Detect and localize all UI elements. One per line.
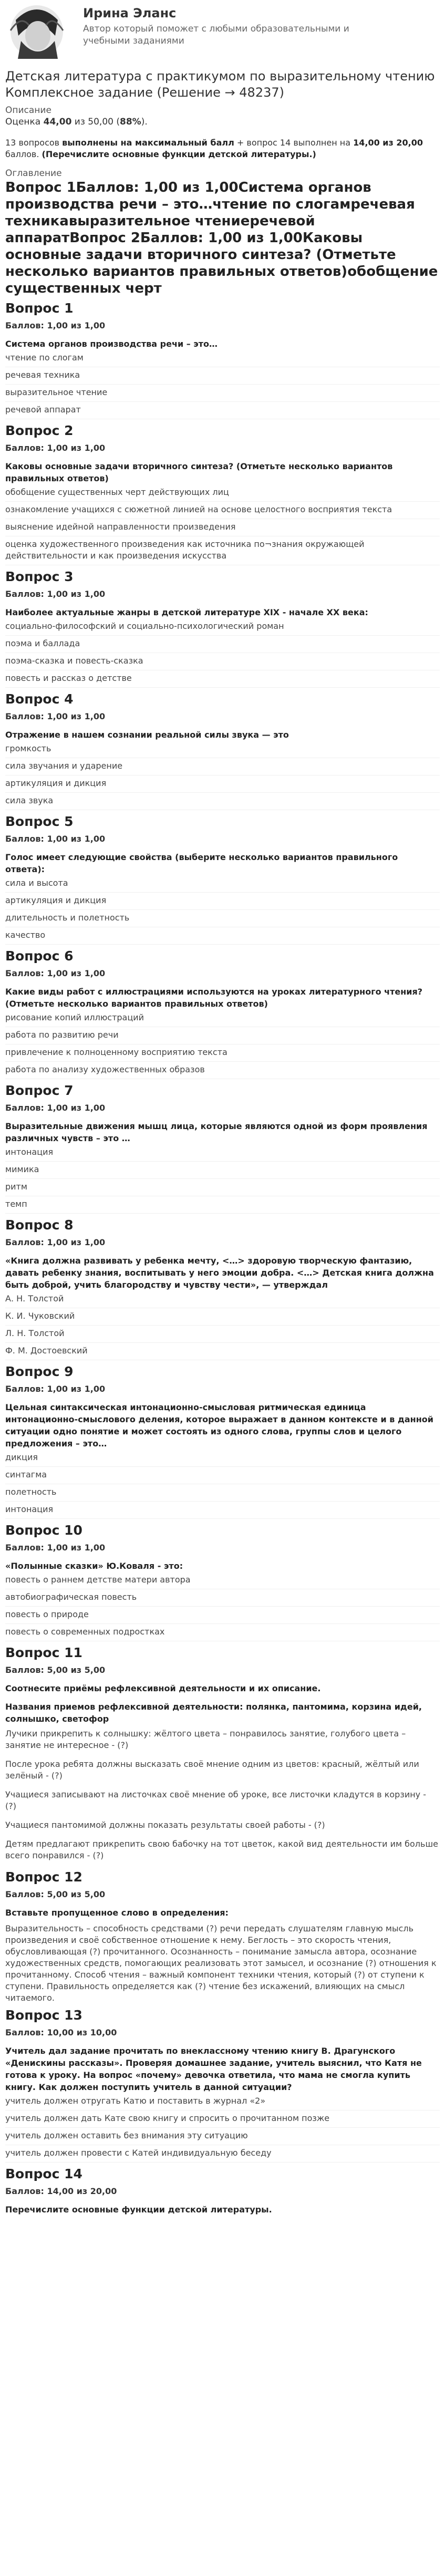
- question-points: Баллов: 1,00 из 1,00: [5, 1237, 106, 1247]
- answer-option: полетность: [5, 1484, 440, 1502]
- question-block: [5, 1217, 440, 1360]
- score-value: 44,00: [43, 117, 72, 127]
- matching-item: Учащиеся записывают на листочках своё мнение об уроке, все листочки кладутся в корзину - (?): [5, 1789, 427, 1811]
- question-text: Вставьте пропущенное слово в определения:: [5, 1908, 229, 1918]
- page-title: Детская литература с практикумом по выразительному чтению Комплексное задание (Решение → 48237): [5, 69, 435, 100]
- question-title: Вопрос 6: [5, 948, 74, 964]
- answer-option: артикуляция и дикция: [5, 893, 440, 910]
- question-block: [5, 568, 440, 688]
- score-suffix: ).: [141, 117, 148, 127]
- question-block: [5, 1522, 440, 1641]
- answer-option: качество: [5, 927, 440, 945]
- answer-option: артикуляция и дикция: [5, 775, 440, 793]
- answer-option: повесть о раннем детстве матери автора: [5, 1572, 440, 1589]
- answer-option: речевой аппарат: [5, 402, 440, 419]
- answer-option: дикция: [5, 1450, 440, 1467]
- question-title: Вопрос 2: [5, 423, 74, 438]
- question-points: Баллов: 14,00 из 20,00: [5, 2186, 117, 2196]
- answer-option: привлечение к полноценному восприятию текста: [5, 1044, 440, 1062]
- summary-bold: 14,00 из 20,00: [353, 138, 423, 148]
- answer-option: речевая техника: [5, 367, 440, 385]
- answer-option: учитель должен оставить без внимания эту ситуацию: [5, 2128, 440, 2145]
- answer-option: чтение по слогам: [5, 350, 440, 367]
- answer-option: сила и высота: [5, 875, 440, 893]
- score-prefix: Оценка: [5, 117, 44, 127]
- answer-option: ритм: [5, 1179, 440, 1196]
- question-block: [5, 1869, 440, 2004]
- question-points: Баллов: 5,00 из 5,00: [5, 1665, 106, 1675]
- author-name[interactable]: Ирина Эланс: [83, 6, 177, 20]
- answer-option: повесть о современных подростках: [5, 1624, 440, 1641]
- matching-item: После урока ребята должны высказать своё мнение одним из цветов: красный, жёлтый или зелёный - (?): [5, 1759, 419, 1781]
- question-block: [5, 422, 440, 565]
- answer-option: учитель должен отругать Катю и поставить в журнал «2»: [5, 2093, 440, 2111]
- answer-option: длительность и полетность: [5, 910, 440, 927]
- question-points: Баллов: 1,00 из 1,00: [5, 320, 106, 330]
- answer-option: мимика: [5, 1162, 440, 1179]
- score-middle: из 50,00 (: [71, 117, 120, 127]
- question-text: Какие виды работ с иллюстрациями используются на уроках литературного чтения? (Отметьте несколько вариантов правильных ответов): [5, 987, 423, 1009]
- question-block: [5, 1644, 440, 1866]
- answer-option: учитель должен провести с Катей индивидуальную беседу: [5, 2145, 440, 2163]
- question-title: Вопрос 8: [5, 1217, 74, 1233]
- question-text: Голос имеет следующие свойства (выберите несколько вариантов правильного ответа):: [5, 852, 398, 874]
- question-block: [5, 2166, 440, 2216]
- question-points: Баллов: 5,00 из 5,00: [5, 1889, 106, 1899]
- question-block: [5, 300, 440, 419]
- question-points: Баллов: 1,00 из 1,00: [5, 589, 106, 599]
- question-block: [5, 1082, 440, 1214]
- question-points: Баллов: 1,00 из 1,00: [5, 834, 106, 844]
- matching-item: Учащиеся пантомимой должны показать результаты своей работы - (?): [5, 1820, 325, 1830]
- author-header: [5, 0, 440, 63]
- answer-option: сила звучания и ударение: [5, 758, 440, 775]
- question-text: «Полынные сказки» Ю.Коваля - это:: [5, 1561, 183, 1571]
- question-title: Вопрос 3: [5, 569, 74, 584]
- answer-option: темп: [5, 1196, 440, 1214]
- answer-option: синтагма: [5, 1467, 440, 1484]
- question-text: «Книга должна развивать у ребенка мечту, <…> здоровую творческую фантазию, давать ребенку знания, воспитывать у него эмоции добра. <…> Детская книга должна быть доброй, учить благородству и чувству чести», — утверждал: [5, 1256, 434, 1290]
- answer-option: ознакомление учащихся с сюжетной линией на основе целостного восприятия текста: [5, 502, 440, 519]
- question-points: Баллов: 1,00 из 1,00: [5, 443, 106, 453]
- answer-option: выяснение идейной направленности произведения: [5, 519, 440, 536]
- summary-part: + вопрос 14 выполнен на: [234, 138, 354, 148]
- question-block: [5, 813, 440, 945]
- answer-option: Ф. М. Достоевский: [5, 1343, 440, 1360]
- answer-option: социально-философский и социально-психологический роман: [5, 618, 440, 636]
- question-text: Цельная синтаксическая интонационно-смысловая ритмическая единица интонационно-смыслового деления, которое выражает в данном контексте и в данной ситуации одно понятие и может состоять из одного слова, группы слов и целого предложения – это…: [5, 1402, 433, 1449]
- answer-option: Л. Н. Толстой: [5, 1326, 440, 1343]
- answer-option: поэма и баллада: [5, 636, 440, 653]
- question-block: [5, 2007, 440, 2163]
- question-block: [5, 948, 440, 1079]
- answer-option: интонация: [5, 1502, 440, 1519]
- question-points: Баллов: 1,00 из 1,00: [5, 1103, 106, 1113]
- score-line: [5, 116, 440, 128]
- summary-bold: выполнены на максимальный балл: [62, 138, 234, 148]
- question-text: Отражение в нашем сознании реальной силы звука — это: [5, 730, 289, 740]
- question-title: Вопрос 14: [5, 2166, 82, 2181]
- question-text: Перечислите основные функции детской литературы.: [5, 2205, 272, 2215]
- summary-part: баллов.: [5, 149, 42, 159]
- questions-list: [5, 300, 440, 1641]
- question-title: Вопрос 11: [5, 1645, 82, 1660]
- question-title: Вопрос 13: [5, 2008, 82, 2023]
- question-title: Вопрос 7: [5, 1083, 74, 1098]
- matching-item: Детям предлагают прикрепить свою бабочку на тот цветок, какой вид деятельности им больше всего понравился - (?): [5, 1839, 438, 1860]
- score-percent: 88%: [120, 117, 141, 127]
- answer-option: громкость: [5, 741, 440, 758]
- question-text: Каковы основные задачи вторичного синтеза? (Отметьте несколько вариантов правильных ответов): [5, 461, 393, 483]
- question-points: Баллов: 1,00 из 1,00: [5, 1384, 106, 1394]
- answer-option: оценка художественного произведения как источника по¬знания окружающей действительности и как произведения искусства: [5, 536, 440, 565]
- question-title: Вопрос 10: [5, 1523, 82, 1538]
- question-block: [5, 691, 440, 810]
- fill-in-paragraph: Выразительность – способность средствами (?) речи передать слушателям главную мысль произведения и своё собственное отношение к нему. Беглость – это скорость чтения, обусловливающая (?) прочитанного. Осознанность – понимание замысла автора, осознание художественных средств, помогающих реализовать этот замысел, и осознание (?) отношения к прочитанному. Способ чтения – важный компонент техники чтения, который (?) от ступени к ступени. Правильность определяется как (?) чтение без искажений, влияющих на смысл читаемого.: [5, 1923, 437, 2003]
- question-subtext: Названия приемов рефлексивной деятельности: полянка, пантомима, корзина идей, солнышко, светофор: [5, 1702, 422, 1724]
- question-text: Учитель дал задание прочитать по внеклассному чтению книгу В. Драгунского «Денискины рассказы». Проверяя домашнее задание, учитель выяснил, что Катя не готова к уроку. На вопрос «почему» девочка ответила, что мама не смогла купить книгу. Как должен поступить учитель в данной ситуации?: [5, 2046, 422, 2092]
- summary-bold: (Перечислите основные функции детской литературы.): [42, 149, 316, 159]
- toc-heading[interactable]: Вопрос 1Баллов: 1,00 из 1,00Система органов производства речи – это…чтение по слогамречевая техникавыразительное чтениеречевой аппаратВопрос 2Баллов: 1,00 из 1,00Каковы основные задачи вторичного синтеза? (Отметьте несколько вариантов правильных ответов)обобщение существенных черт: [5, 180, 438, 296]
- question-points: Баллов: 10,00 из 10,00: [5, 2027, 117, 2037]
- question-text: Наиболее актуальные жанры в детской литературе XIX - начале XX века:: [5, 607, 368, 617]
- answer-option: автобиографическая повесть: [5, 1589, 440, 1607]
- question-text: Соотнесите приёмы рефлексивной деятельности и их описание.: [5, 1683, 321, 1693]
- answer-option: повесть о природе: [5, 1607, 440, 1624]
- answer-option: поэма-сказка и повесть-сказка: [5, 653, 440, 670]
- question-title: Вопрос 12: [5, 1869, 82, 1885]
- summary-part: 13 вопросов: [5, 138, 63, 148]
- answer-option: интонация: [5, 1144, 440, 1162]
- question-title: Вопрос 5: [5, 814, 74, 829]
- description-label: Описание: [5, 105, 51, 116]
- answer-option: выразительное чтение: [5, 385, 440, 402]
- author-avatar: [5, 4, 68, 59]
- summary-text: [5, 137, 440, 160]
- question-points: Баллов: 1,00 из 1,00: [5, 968, 106, 978]
- answer-option: рисование копий иллюстраций: [5, 1010, 440, 1027]
- question-title: Вопрос 9: [5, 1364, 74, 1379]
- answer-option: обобщение существенных черт действующих лиц: [5, 484, 440, 502]
- answer-option: А. Н. Толстой: [5, 1291, 440, 1308]
- answer-option: К. И. Чуковский: [5, 1308, 440, 1326]
- question-text: Система органов производства речи – это…: [5, 339, 218, 349]
- author-description: Автор который поможет с любыми образовательными и учебными заданиями: [83, 24, 349, 46]
- question-title: Вопрос 4: [5, 691, 74, 707]
- answer-option: учитель должен дать Кате свою книгу и спросить о прочитанном позже: [5, 2111, 440, 2128]
- answer-option: повесть и рассказ о детстве: [5, 670, 440, 688]
- answer-option: работа по анализу художественных образов: [5, 1062, 440, 1079]
- question-points: Баллов: 1,00 из 1,00: [5, 711, 106, 721]
- question-text: Выразительные движения мышц лица, которые являются одной из форм проявления различных чувств – это …: [5, 1121, 428, 1143]
- answer-option: сила звука: [5, 793, 440, 810]
- answer-option: работа по развитию речи: [5, 1027, 440, 1044]
- question-title: Вопрос 1: [5, 301, 74, 316]
- question-points: Баллов: 1,00 из 1,00: [5, 1543, 106, 1553]
- question-block: [5, 1363, 440, 1519]
- toc-label: Оглавление: [5, 168, 62, 179]
- matching-item: Лучики прикрепить к солнышку: жёлтого цвета – понравилось занятие, голубого цвета – занятие не интересное - (?): [5, 1729, 406, 1750]
